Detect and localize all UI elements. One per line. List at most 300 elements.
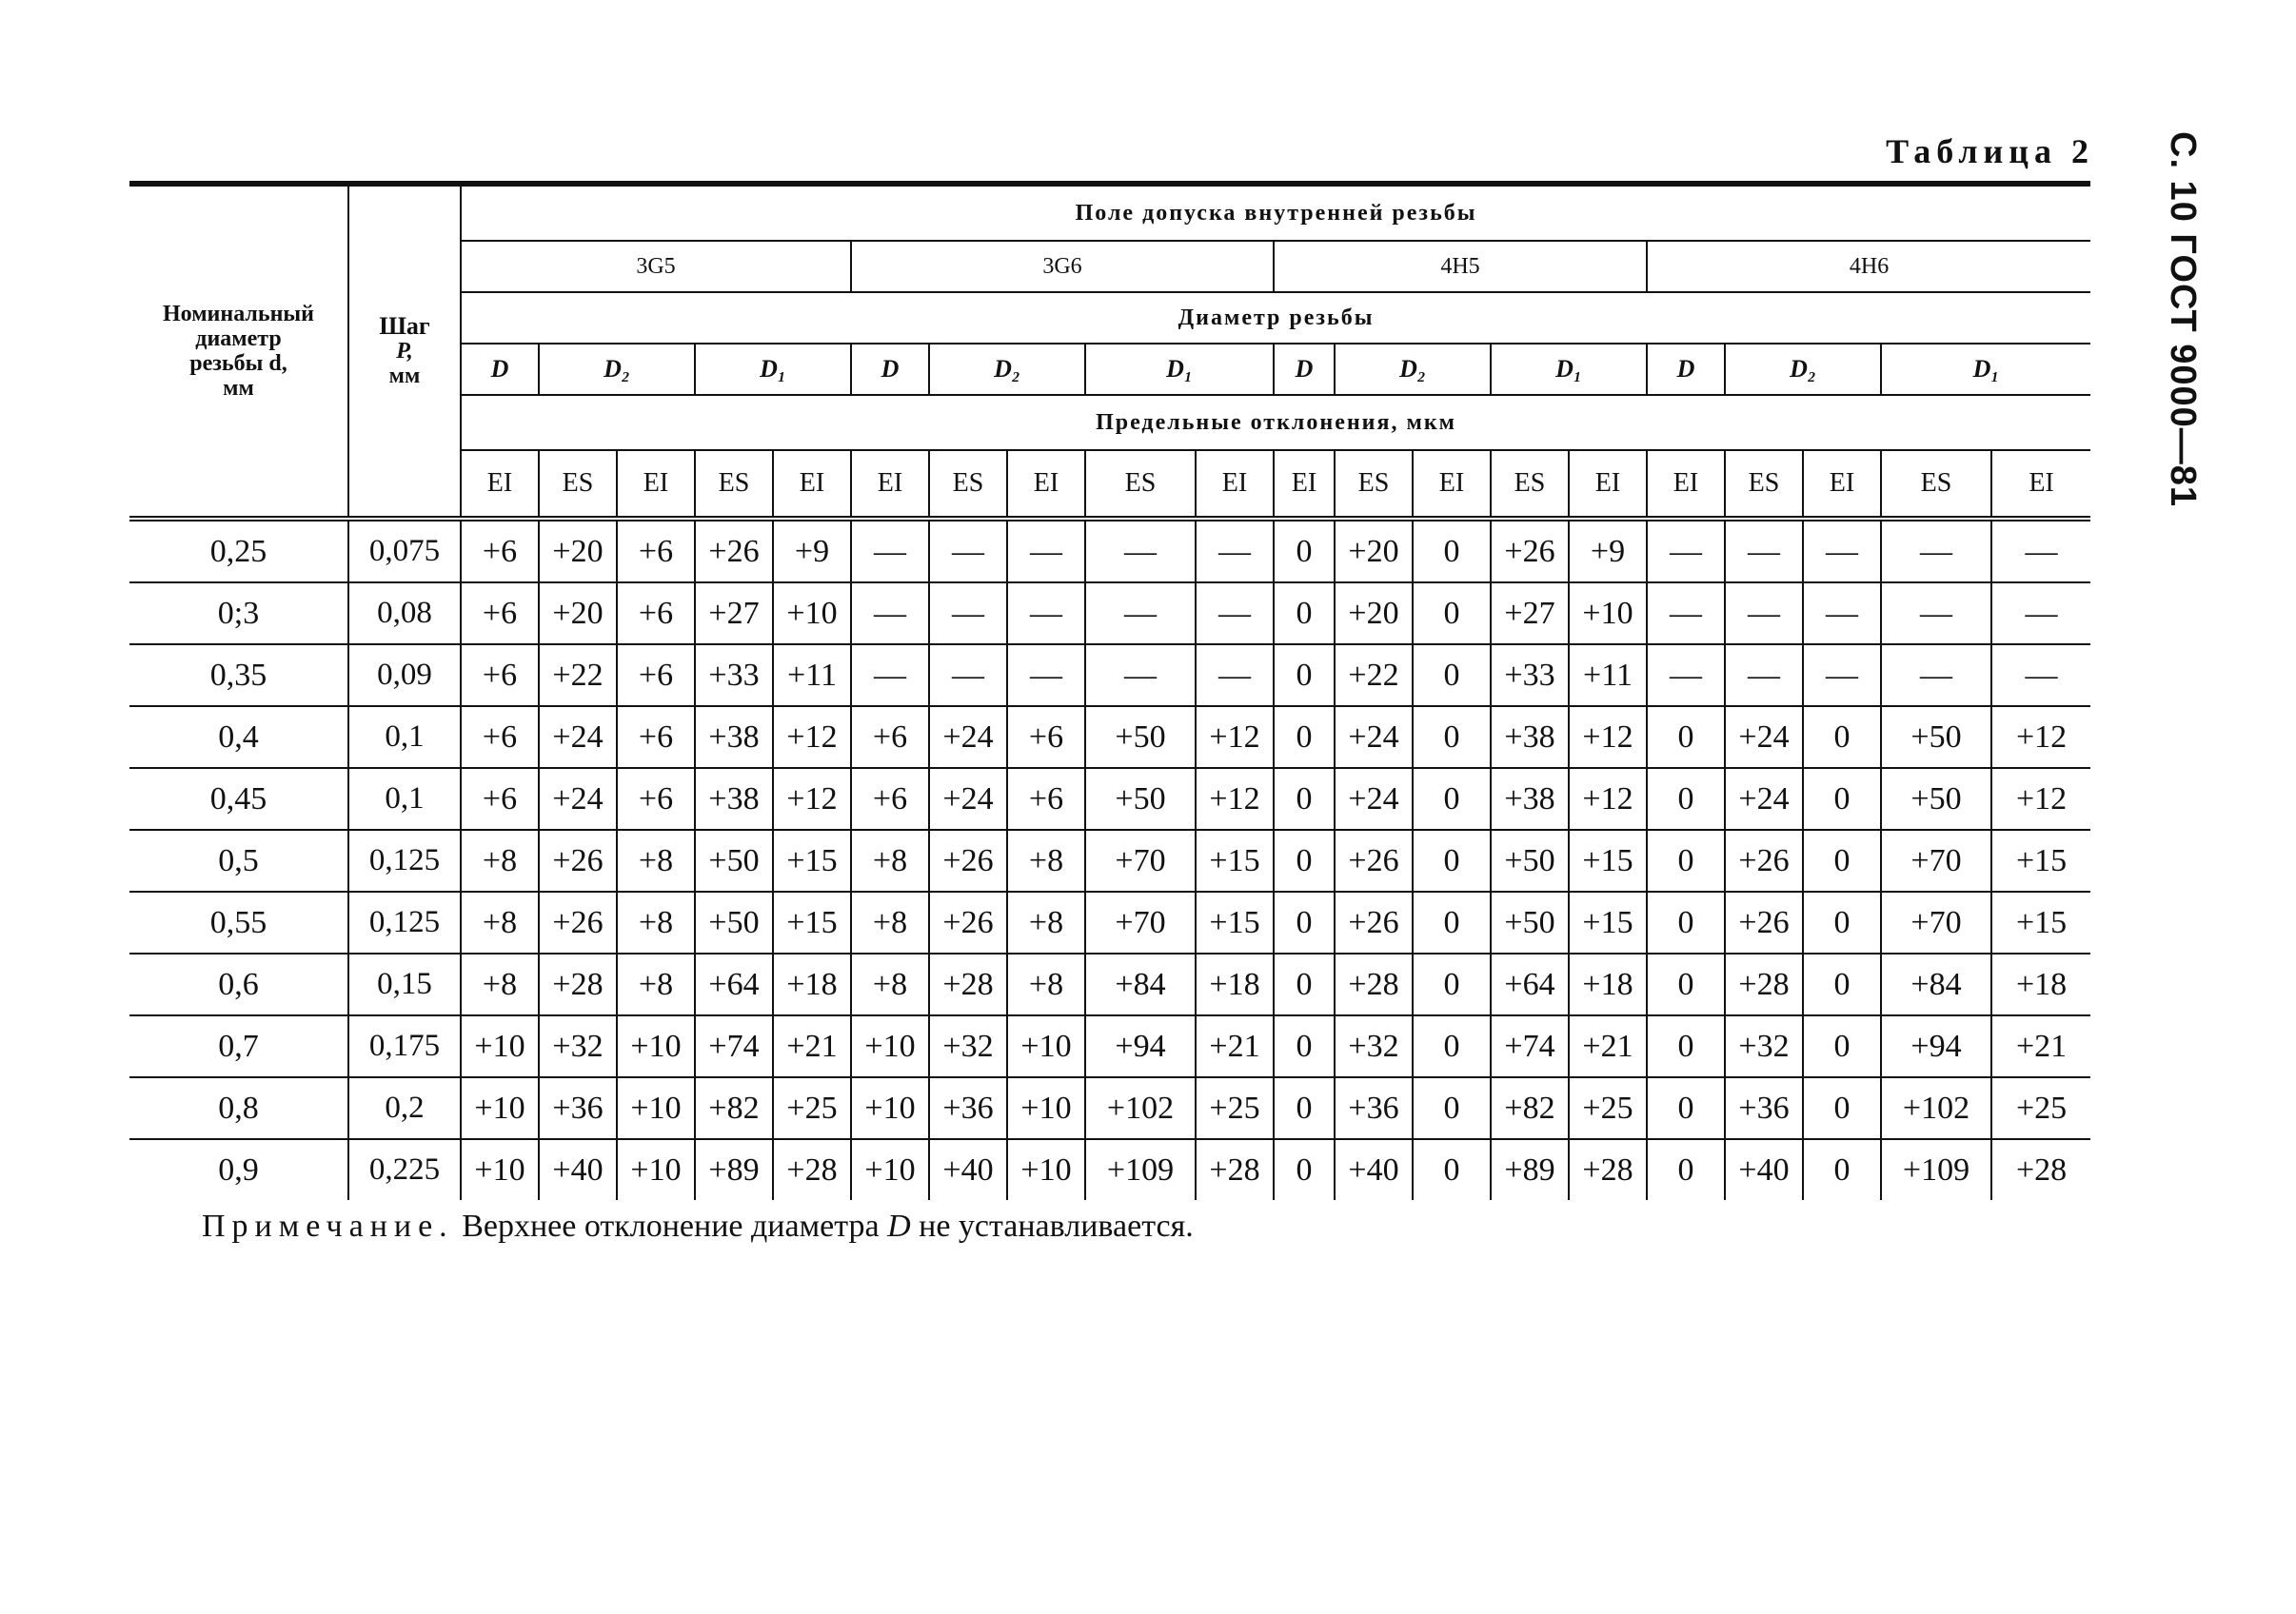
table-row <box>129 1015 2090 1077</box>
header-group-3g6: 3G6 <box>851 241 1274 292</box>
cell-deviation: 0 <box>1803 892 1881 954</box>
table-row <box>129 1139 2090 1200</box>
cell-deviation: +8 <box>617 954 695 1015</box>
cell-deviation: +21 <box>1991 1015 2090 1077</box>
page-header-vertical: С. 10 ГОСТ 9000—81 <box>2163 131 2203 508</box>
cell-deviation: +26 <box>929 892 1007 954</box>
cell-deviation: +20 <box>1335 582 1413 644</box>
cell-deviation: +8 <box>1007 892 1085 954</box>
cell-deviation: +94 <box>1881 1015 1991 1077</box>
cell-deviation: +26 <box>539 892 617 954</box>
note-text: Верхнее отклонение диаметра <box>453 1209 888 1244</box>
table-row <box>129 582 2090 644</box>
cell-deviation: +28 <box>1335 954 1413 1015</box>
cell-deviation: +12 <box>1569 768 1647 830</box>
cell-deviation: +10 <box>461 1077 539 1139</box>
cell-step: 0,125 <box>348 830 461 892</box>
cell-deviation: +11 <box>773 644 851 706</box>
cell-deviation: 0 <box>1803 954 1881 1015</box>
header-diameter-d1: D₁ <box>1491 344 1647 395</box>
cell-deviation: +11 <box>1569 644 1647 706</box>
cell-deviation: +12 <box>773 706 851 768</box>
cell-deviation: 0 <box>1274 830 1335 892</box>
cell-deviation: +109 <box>1881 1139 1991 1200</box>
cell-deviation: — <box>1991 582 2090 644</box>
header-deviation-ei: EI <box>1569 450 1647 519</box>
cell-deviation: +15 <box>1991 830 2090 892</box>
cell-deviation: +10 <box>851 1139 929 1200</box>
cell-deviation: — <box>929 519 1007 582</box>
cell-deviation: +36 <box>929 1077 1007 1139</box>
header-deviation-ei: EI <box>1991 450 2090 519</box>
cell-deviation: +70 <box>1881 892 1991 954</box>
cell-nominal-diameter: 0;3 <box>129 582 348 644</box>
cell-deviation: +32 <box>539 1015 617 1077</box>
cell-deviation: — <box>1803 644 1881 706</box>
table-note <box>202 1209 1194 1245</box>
cell-nominal-diameter: 0,45 <box>129 768 348 830</box>
cell-deviation: +82 <box>695 1077 773 1139</box>
cell-deviation: +18 <box>1569 954 1647 1015</box>
cell-deviation: +70 <box>1881 830 1991 892</box>
table-row <box>129 954 2090 1015</box>
cell-deviation: — <box>1725 644 1803 706</box>
cell-deviation: +10 <box>461 1139 539 1200</box>
cell-deviation: — <box>1085 644 1196 706</box>
cell-deviation: 0 <box>1413 1077 1491 1139</box>
header-diameter-d1: D₁ <box>695 344 851 395</box>
cell-deviation: +15 <box>1569 830 1647 892</box>
cell-deviation: 0 <box>1413 519 1491 582</box>
cell-deviation: — <box>1196 644 1274 706</box>
header-deviation-ei: EI <box>1647 450 1725 519</box>
cell-deviation: +50 <box>1881 706 1991 768</box>
cell-deviation: +28 <box>1196 1139 1274 1200</box>
cell-nominal-diameter: 0,35 <box>129 644 348 706</box>
note-text-end: не устанавливается. <box>910 1209 1194 1244</box>
header-deviation-ei: EI <box>617 450 695 519</box>
cell-deviation: +15 <box>1991 892 2090 954</box>
cell-deviation: +50 <box>1491 892 1569 954</box>
header-deviation-es: ES <box>695 450 773 519</box>
cell-deviation: — <box>1803 519 1881 582</box>
cell-deviation: 0 <box>1803 830 1881 892</box>
cell-deviation: +28 <box>1569 1139 1647 1200</box>
cell-deviation: — <box>1803 582 1881 644</box>
cell-deviation: +12 <box>1196 706 1274 768</box>
cell-deviation: +20 <box>1335 519 1413 582</box>
cell-deviation: +22 <box>539 644 617 706</box>
cell-deviation: +21 <box>773 1015 851 1077</box>
cell-deviation: +6 <box>1007 768 1085 830</box>
cell-deviation: — <box>851 519 929 582</box>
cell-deviation: +10 <box>617 1139 695 1200</box>
cell-deviation: +8 <box>851 892 929 954</box>
cell-deviation: +6 <box>851 706 929 768</box>
cell-step: 0,225 <box>348 1139 461 1200</box>
header-group-3g5: 3G5 <box>461 241 851 292</box>
cell-deviation: 0 <box>1647 1077 1725 1139</box>
cell-step: 0,2 <box>348 1077 461 1139</box>
cell-deviation: +84 <box>1085 954 1196 1015</box>
cell-deviation: +24 <box>1335 768 1413 830</box>
cell-deviation: +27 <box>695 582 773 644</box>
cell-deviation: +6 <box>461 644 539 706</box>
header-diameter-d2: D₂ <box>1725 344 1881 395</box>
cell-deviation: — <box>1991 644 2090 706</box>
cell-deviation: +40 <box>539 1139 617 1200</box>
header-tolerance-field: Поле допуска внутренней резьбы <box>461 184 2090 241</box>
cell-deviation: +33 <box>695 644 773 706</box>
cell-deviation: 0 <box>1413 582 1491 644</box>
cell-deviation: 0 <box>1274 519 1335 582</box>
cell-deviation: +15 <box>1569 892 1647 954</box>
cell-deviation: +50 <box>1881 768 1991 830</box>
cell-step: 0,1 <box>348 706 461 768</box>
header-deviation-ei: EI <box>1803 450 1881 519</box>
cell-deviation: +102 <box>1085 1077 1196 1139</box>
cell-deviation: 0 <box>1647 954 1725 1015</box>
cell-deviation: +24 <box>539 768 617 830</box>
cell-nominal-diameter: 0,4 <box>129 706 348 768</box>
cell-deviation: +28 <box>773 1139 851 1200</box>
cell-deviation: 0 <box>1274 1139 1335 1200</box>
cell-deviation: 0 <box>1274 768 1335 830</box>
header-deviation-ei: EI <box>1413 450 1491 519</box>
header-deviation-es: ES <box>929 450 1007 519</box>
cell-nominal-diameter: 0,7 <box>129 1015 348 1077</box>
cell-deviation: 0 <box>1413 830 1491 892</box>
cell-deviation: +10 <box>617 1077 695 1139</box>
cell-deviation: — <box>929 644 1007 706</box>
cell-deviation: +20 <box>539 582 617 644</box>
cell-deviation: 0 <box>1803 768 1881 830</box>
note-symbol: D <box>887 1209 911 1244</box>
cell-deviation: — <box>1647 644 1725 706</box>
cell-deviation: +8 <box>851 954 929 1015</box>
cell-deviation: 0 <box>1413 768 1491 830</box>
cell-deviation: +74 <box>695 1015 773 1077</box>
cell-deviation: +50 <box>1491 830 1569 892</box>
header-deviation-ei: EI <box>851 450 929 519</box>
cell-deviation: +109 <box>1085 1139 1196 1200</box>
cell-deviation: +8 <box>461 954 539 1015</box>
cell-deviation: +8 <box>1007 830 1085 892</box>
tolerance-table <box>129 181 2090 1200</box>
cell-nominal-diameter: 0,9 <box>218 1151 259 1188</box>
cell-deviation: +32 <box>1725 1015 1803 1077</box>
header-diameter-d2: D₂ <box>929 344 1085 395</box>
cell-deviation: +10 <box>851 1077 929 1139</box>
cell-deviation: +6 <box>461 519 539 582</box>
cell-deviation: +12 <box>1991 768 2090 830</box>
cell-deviation: +6 <box>617 519 695 582</box>
cell-deviation: +6 <box>617 582 695 644</box>
cell-deviation: +40 <box>929 1139 1007 1200</box>
cell-deviation: +25 <box>773 1077 851 1139</box>
cell-deviation: +40 <box>1335 1139 1413 1200</box>
header-deviation-es: ES <box>1085 450 1196 519</box>
cell-deviation: +26 <box>1725 892 1803 954</box>
cell-deviation: 0 <box>1274 644 1335 706</box>
header-deviation-ei: EI <box>1007 450 1085 519</box>
cell-deviation: +36 <box>1335 1077 1413 1139</box>
cell-deviation: 0 <box>1647 892 1725 954</box>
header-diameter-d: D <box>461 344 539 395</box>
cell-deviation: +28 <box>1991 1139 2090 1200</box>
header-diameter-d: D <box>1274 344 1335 395</box>
cell-deviation: +27 <box>1491 582 1569 644</box>
cell-deviation: — <box>1881 582 1991 644</box>
cell-deviation: +12 <box>1569 706 1647 768</box>
cell-deviation: +21 <box>1196 1015 1274 1077</box>
cell-deviation: +50 <box>695 830 773 892</box>
cell-deviation: +38 <box>695 768 773 830</box>
cell-deviation: — <box>1007 644 1085 706</box>
cell-deviation: — <box>1007 519 1085 582</box>
cell-deviation: 0 <box>1647 1015 1725 1077</box>
cell-deviation: +26 <box>1335 830 1413 892</box>
cell-step: 0,175 <box>348 1015 461 1077</box>
cell-deviation: +10 <box>1007 1139 1085 1200</box>
cell-deviation: +24 <box>1725 706 1803 768</box>
table-row <box>129 1077 2090 1139</box>
cell-deviation: +38 <box>1491 768 1569 830</box>
cell-deviation: +18 <box>773 954 851 1015</box>
cell-deviation: +18 <box>1991 954 2090 1015</box>
cell-deviation: +28 <box>539 954 617 1015</box>
cell-deviation: +10 <box>1569 582 1647 644</box>
table-header <box>129 184 2090 519</box>
header-deviation-es: ES <box>1491 450 1569 519</box>
cell-deviation: +15 <box>1196 892 1274 954</box>
cell-deviation: +64 <box>695 954 773 1015</box>
cell-deviation: +26 <box>1335 892 1413 954</box>
cell-deviation: +8 <box>617 892 695 954</box>
cell-deviation: — <box>1085 582 1196 644</box>
cell-deviation: +50 <box>1085 768 1196 830</box>
cell-deviation: +70 <box>1085 892 1196 954</box>
cell-deviation: +6 <box>617 768 695 830</box>
cell-deviation: 0 <box>1413 892 1491 954</box>
cell-deviation: +6 <box>461 582 539 644</box>
cell-deviation: +36 <box>1725 1077 1803 1139</box>
cell-deviation: 0 <box>1803 706 1881 768</box>
cell-deviation: +10 <box>851 1015 929 1077</box>
cell-deviation: +24 <box>1335 706 1413 768</box>
cell-nominal-diameter: 0,55 <box>129 892 348 954</box>
header-deviation-ei: EI <box>1196 450 1274 519</box>
cell-deviation: — <box>929 582 1007 644</box>
table-row <box>129 830 2090 892</box>
header-diameter-d: D <box>851 344 929 395</box>
table-row <box>129 519 2090 582</box>
cell-deviation: +36 <box>539 1077 617 1139</box>
cell-deviation: +84 <box>1881 954 1991 1015</box>
header-step: Шаг P, мм <box>348 184 461 519</box>
cell-deviation: +89 <box>1491 1139 1569 1200</box>
cell-deviation: +32 <box>929 1015 1007 1077</box>
cell-deviation: — <box>1991 519 2090 582</box>
cell-deviation: 0 <box>1413 644 1491 706</box>
cell-deviation: — <box>851 582 929 644</box>
header-deviation-es: ES <box>1335 450 1413 519</box>
cell-deviation: +9 <box>1569 519 1647 582</box>
cell-deviation: 0 <box>1274 954 1335 1015</box>
cell-deviation: +6 <box>617 706 695 768</box>
cell-deviation: 0 <box>1647 1139 1725 1200</box>
cell-deviation: 0 <box>1274 706 1335 768</box>
cell-deviation: +38 <box>1491 706 1569 768</box>
cell-deviation: +40 <box>1725 1139 1803 1200</box>
cell-deviation: +24 <box>929 706 1007 768</box>
cell-deviation: +15 <box>773 830 851 892</box>
cell-deviation: +28 <box>1725 954 1803 1015</box>
cell-deviation: +102 <box>1881 1077 1991 1139</box>
cell-step: 0,125 <box>348 892 461 954</box>
cell-deviation: +10 <box>1007 1015 1085 1077</box>
table-row <box>129 706 2090 768</box>
cell-deviation: 0 <box>1274 1015 1335 1077</box>
cell-deviation: — <box>1647 519 1725 582</box>
cell-deviation: 0 <box>1647 830 1725 892</box>
cell-deviation: +82 <box>1491 1077 1569 1139</box>
table-row <box>129 892 2090 954</box>
cell-deviation: +32 <box>1335 1015 1413 1077</box>
cell-deviation: +8 <box>851 830 929 892</box>
cell-deviation: 0 <box>1803 1077 1881 1139</box>
cell-deviation: — <box>1725 582 1803 644</box>
cell-nominal-diameter: 0,8 <box>129 1077 348 1139</box>
cell-deviation: — <box>1881 519 1991 582</box>
header-group-4h6: 4H6 <box>1647 241 2090 292</box>
cell-deviation: +50 <box>1085 706 1196 768</box>
cell-deviation: +8 <box>461 892 539 954</box>
table-body <box>129 519 2090 1200</box>
cell-deviation: +94 <box>1085 1015 1196 1077</box>
cell-deviation: +70 <box>1085 830 1196 892</box>
cell-step: 0,075 <box>348 519 461 582</box>
header-limit-deviations: Предельные отклонения, мкм <box>461 395 2090 450</box>
cell-deviation: +26 <box>1725 830 1803 892</box>
cell-deviation: +20 <box>539 519 617 582</box>
cell-deviation: +74 <box>1491 1015 1569 1077</box>
cell-deviation: +18 <box>1196 954 1274 1015</box>
cell-deviation: +64 <box>1491 954 1569 1015</box>
cell-deviation: 0 <box>1274 892 1335 954</box>
cell-step: 0,08 <box>348 582 461 644</box>
cell-deviation: +25 <box>1991 1077 2090 1139</box>
cell-step: 0,1 <box>348 768 461 830</box>
cell-deviation: — <box>851 644 929 706</box>
cell-deviation: 0 <box>1413 954 1491 1015</box>
cell-deviation: +38 <box>695 706 773 768</box>
cell-deviation: +6 <box>1007 706 1085 768</box>
header-deviation-es: ES <box>539 450 617 519</box>
cell-deviation: +10 <box>617 1015 695 1077</box>
cell-deviation: +10 <box>461 1015 539 1077</box>
cell-deviation: — <box>1196 582 1274 644</box>
cell-deviation: +25 <box>1569 1077 1647 1139</box>
cell-deviation: +10 <box>1007 1077 1085 1139</box>
cell-deviation: 0 <box>1413 706 1491 768</box>
cell-deviation: +8 <box>1007 954 1085 1015</box>
cell-deviation: — <box>1085 519 1196 582</box>
cell-deviation: +8 <box>617 830 695 892</box>
table-row <box>129 768 2090 830</box>
cell-deviation: +12 <box>1196 768 1274 830</box>
header-diameter-d2: D₂ <box>539 344 695 395</box>
header-deviation-ei: EI <box>773 450 851 519</box>
cell-deviation: 0 <box>1274 1077 1335 1139</box>
cell-deviation: +6 <box>461 706 539 768</box>
cell-deviation: +15 <box>773 892 851 954</box>
note-lead: Примечание. <box>202 1209 454 1244</box>
cell-deviation: +6 <box>617 644 695 706</box>
cell-deviation: 0 <box>1647 768 1725 830</box>
cell-deviation: +33 <box>1491 644 1569 706</box>
header-group-4h5: 4H5 <box>1274 241 1647 292</box>
cell-deviation: +26 <box>929 830 1007 892</box>
cell-deviation: — <box>1007 582 1085 644</box>
cell-deviation: +9 <box>773 519 851 582</box>
cell-deviation: 0 <box>1647 706 1725 768</box>
cell-deviation: +25 <box>1196 1077 1274 1139</box>
cell-deviation: +6 <box>461 768 539 830</box>
header-diameter-d2: D₂ <box>1335 344 1491 395</box>
cell-deviation: 0 <box>1413 1015 1491 1077</box>
cell-deviation: 0 <box>1274 582 1335 644</box>
cell-deviation: +12 <box>773 768 851 830</box>
cell-deviation: +6 <box>851 768 929 830</box>
cell-deviation: +15 <box>1196 830 1274 892</box>
header-deviation-ei: EI <box>1274 450 1335 519</box>
cell-deviation: 0 <box>1803 1015 1881 1077</box>
table-title: Таблица 2 <box>1886 132 2094 170</box>
cell-deviation: +89 <box>695 1139 773 1200</box>
cell-deviation: +50 <box>695 892 773 954</box>
cell-deviation: — <box>1725 519 1803 582</box>
header-thread-diameter: Диаметр резьбы <box>461 292 2090 344</box>
header-nominal-diameter: Номинальный диаметр резьбы d, мм <box>129 184 348 519</box>
cell-deviation: +8 <box>461 830 539 892</box>
cell-deviation: +10 <box>773 582 851 644</box>
cell-nominal-diameter: 0,25 <box>129 519 348 582</box>
cell-nominal-diameter: 0,5 <box>129 830 348 892</box>
cell-deviation: +24 <box>1725 768 1803 830</box>
header-diameter-d1: D₁ <box>1881 344 2090 395</box>
cell-step: 0,15 <box>348 954 461 1015</box>
table-row <box>129 644 2090 706</box>
cell-deviation: +24 <box>929 768 1007 830</box>
header-deviation-es: ES <box>1725 450 1803 519</box>
cell-deviation: — <box>1196 519 1274 582</box>
cell-deviation: +24 <box>539 706 617 768</box>
cell-deviation: +26 <box>539 830 617 892</box>
header-deviation-ei: EI <box>461 450 539 519</box>
cell-deviation: +22 <box>1335 644 1413 706</box>
cell-deviation: +28 <box>929 954 1007 1015</box>
header-diameter-d: D <box>1647 344 1725 395</box>
cell-deviation: +12 <box>1991 706 2090 768</box>
header-deviation-es: ES <box>1881 450 1991 519</box>
cell-deviation: 0 <box>1803 1139 1881 1200</box>
cell-deviation: +26 <box>1491 519 1569 582</box>
cell-deviation: +21 <box>1569 1015 1647 1077</box>
cell-step: 0,09 <box>348 644 461 706</box>
cell-deviation: +26 <box>695 519 773 582</box>
header-diameter-d1: D₁ <box>1085 344 1274 395</box>
